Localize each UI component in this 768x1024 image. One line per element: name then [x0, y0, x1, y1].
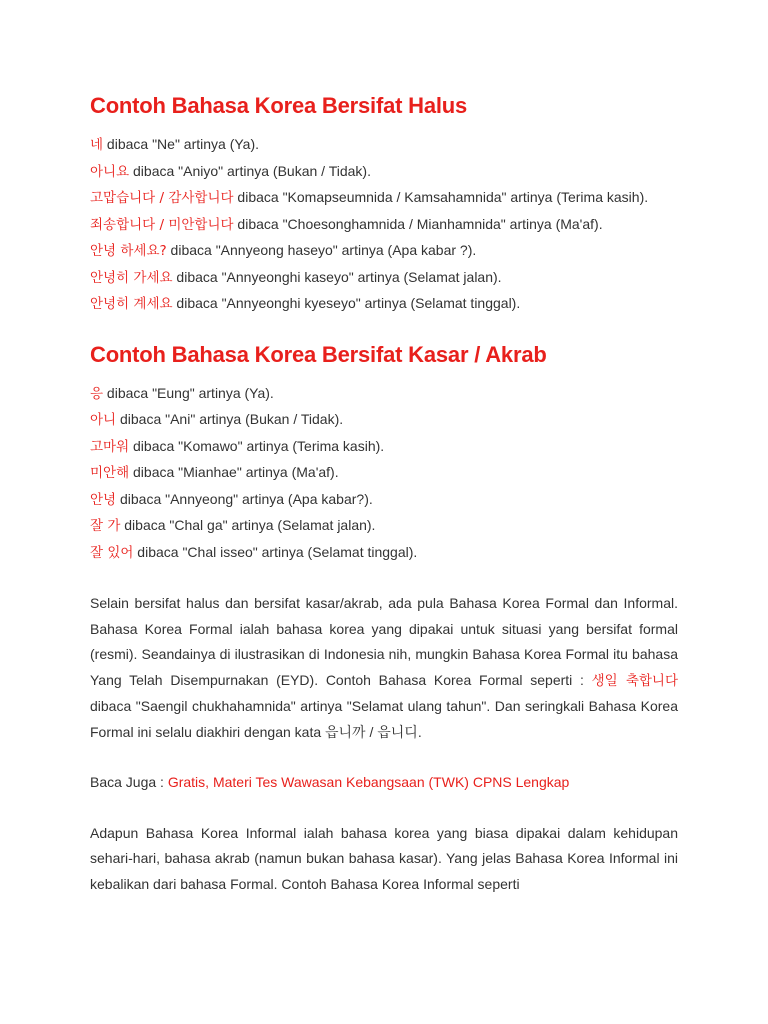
phrase-description: dibaca "Komawo" artinya (Terima kasih). [129, 437, 385, 454]
section-heading-halus: Contoh Bahasa Korea Bersifat Halus [90, 93, 468, 118]
phrase-entry [90, 238, 678, 265]
phrase-description: dibaca "Eung" artinya (Ya). [103, 384, 274, 401]
baca-juga-label: Baca Juga : [90, 774, 168, 790]
formal-paragraph [90, 591, 678, 745]
baca-juga-link[interactable]: Gratis, Materi Tes Wawasan Kebangsaan (TWK) CPNS Lengkap [167, 774, 570, 790]
phrase-entry [90, 487, 678, 514]
korean-phrase: 아니 [90, 412, 117, 428]
phrase-entry [90, 381, 678, 408]
korean-phrase: 고마워 [90, 438, 130, 455]
phrase-description: dibaca "Mianhae" artinya (Ma'af). [129, 464, 339, 480]
halus-phrase-list [90, 132, 678, 318]
korean-phrase: 생일 축합니다 [591, 672, 678, 689]
phrase-entry [90, 132, 678, 159]
korean-phrase: 미안해 [90, 465, 130, 481]
formal-paragraph-text-end: dibaca "Saengil chukhahamnida" artinya "Selamat ulang tahun". Dan seringkali Bahasa Korea Formal ini selalu diakhiri dengan kata 읍니까 / 읍니디. [90, 698, 678, 740]
phrase-description: dibaca "Chal isseo" artinya (Selamat tinggal). [133, 543, 418, 560]
korean-phrase: 안녕히 가세요 [90, 269, 173, 286]
korean-phrase: 아니요 [90, 163, 130, 180]
phrase-description: dibaca "Annyeonghi kyeseyo" artinya (Selamat tinggal). [172, 295, 521, 311]
phrase-entry [90, 185, 678, 212]
phrase-description: dibaca "Komapseumnida / Kamsahamnida" artinya (Terima kasih). [233, 189, 649, 205]
phrase-description: dibaca "Ne" artinya (Ya). [103, 136, 260, 152]
informal-paragraph: Adapun Bahasa Korea Informal ialah bahasa korea yang biasa dipakai dalam kehidupan sehari-hari, bahasa akrab (namun bukan bahasa kasar). Yang jelas Bahasa Korea Informal ini kebalikan dari bahasa Formal. Contoh Bahasa Korea Informal seperti [90, 824, 678, 892]
baca-juga [90, 770, 678, 796]
phrase-description: dibaca "Annyeong" artinya (Apa kabar?). [116, 490, 373, 507]
phrase-entry [90, 291, 678, 318]
korean-phrase: 응 [90, 385, 104, 402]
korean-phrase: 안녕 하세요? [90, 243, 167, 259]
phrase-entry [90, 434, 678, 461]
phrase-entry [90, 460, 678, 487]
article-body [90, 0, 678, 897]
phrase-description: dibaca "Annyeong haseyo" artinya (Apa kabar ?). [166, 242, 477, 258]
phrase-description: dibaca "Ani" artinya (Bukan / Tidak). [116, 411, 344, 427]
phrase-entry [90, 407, 678, 434]
phrase-entry [90, 159, 678, 186]
korean-phrase: 안녕히 계세요 [90, 296, 173, 312]
phrase-description: dibaca "Aniyo" artinya (Bukan / Tidak). [129, 162, 371, 179]
section-heading-kasar: Contoh Bahasa Korea Bersifat Kasar / Akrab [90, 341, 547, 367]
korean-phrase: 죄송합니다 / 미안합니다 [90, 216, 234, 233]
phrase-entry [90, 540, 678, 567]
phrase-description: dibaca "Chal ga" artinya (Selamat jalan). [120, 517, 376, 533]
korean-phrase: 네 [90, 137, 104, 153]
phrase-description: dibaca "Annyeonghi kaseyo" artinya (Selamat jalan). [172, 268, 502, 285]
phrase-entry [90, 212, 678, 239]
formal-paragraph-text: Selain bersifat halus dan bersifat kasar/akrab, ada pula Bahasa Korea Formal dan Informal. Bahasa Korea Formal ialah bahasa korea yang dipakai untuk situasi yang bersifat formal (resmi). Seandainya di ilustrasikan di Indonesia nih, mungkin Bahasa Korea Formal itu bahasa Yang Telah Disempurnakan (EYD). Contoh Bahasa Korea Formal seperti : [90, 595, 678, 688]
korean-phrase: 안녕 [90, 491, 117, 508]
korean-phrase: 잘 가 [90, 518, 121, 534]
korean-phrase: 잘 있어 [90, 544, 134, 561]
kasar-phrase-list [90, 381, 678, 567]
phrase-description: dibaca "Choesonghamnida / Mianhamnida" artinya (Ma'af). [233, 215, 603, 232]
korean-phrase: 고맙습니다 / 감사합니다 [90, 190, 234, 206]
phrase-entry [90, 265, 678, 292]
phrase-entry [90, 513, 678, 540]
